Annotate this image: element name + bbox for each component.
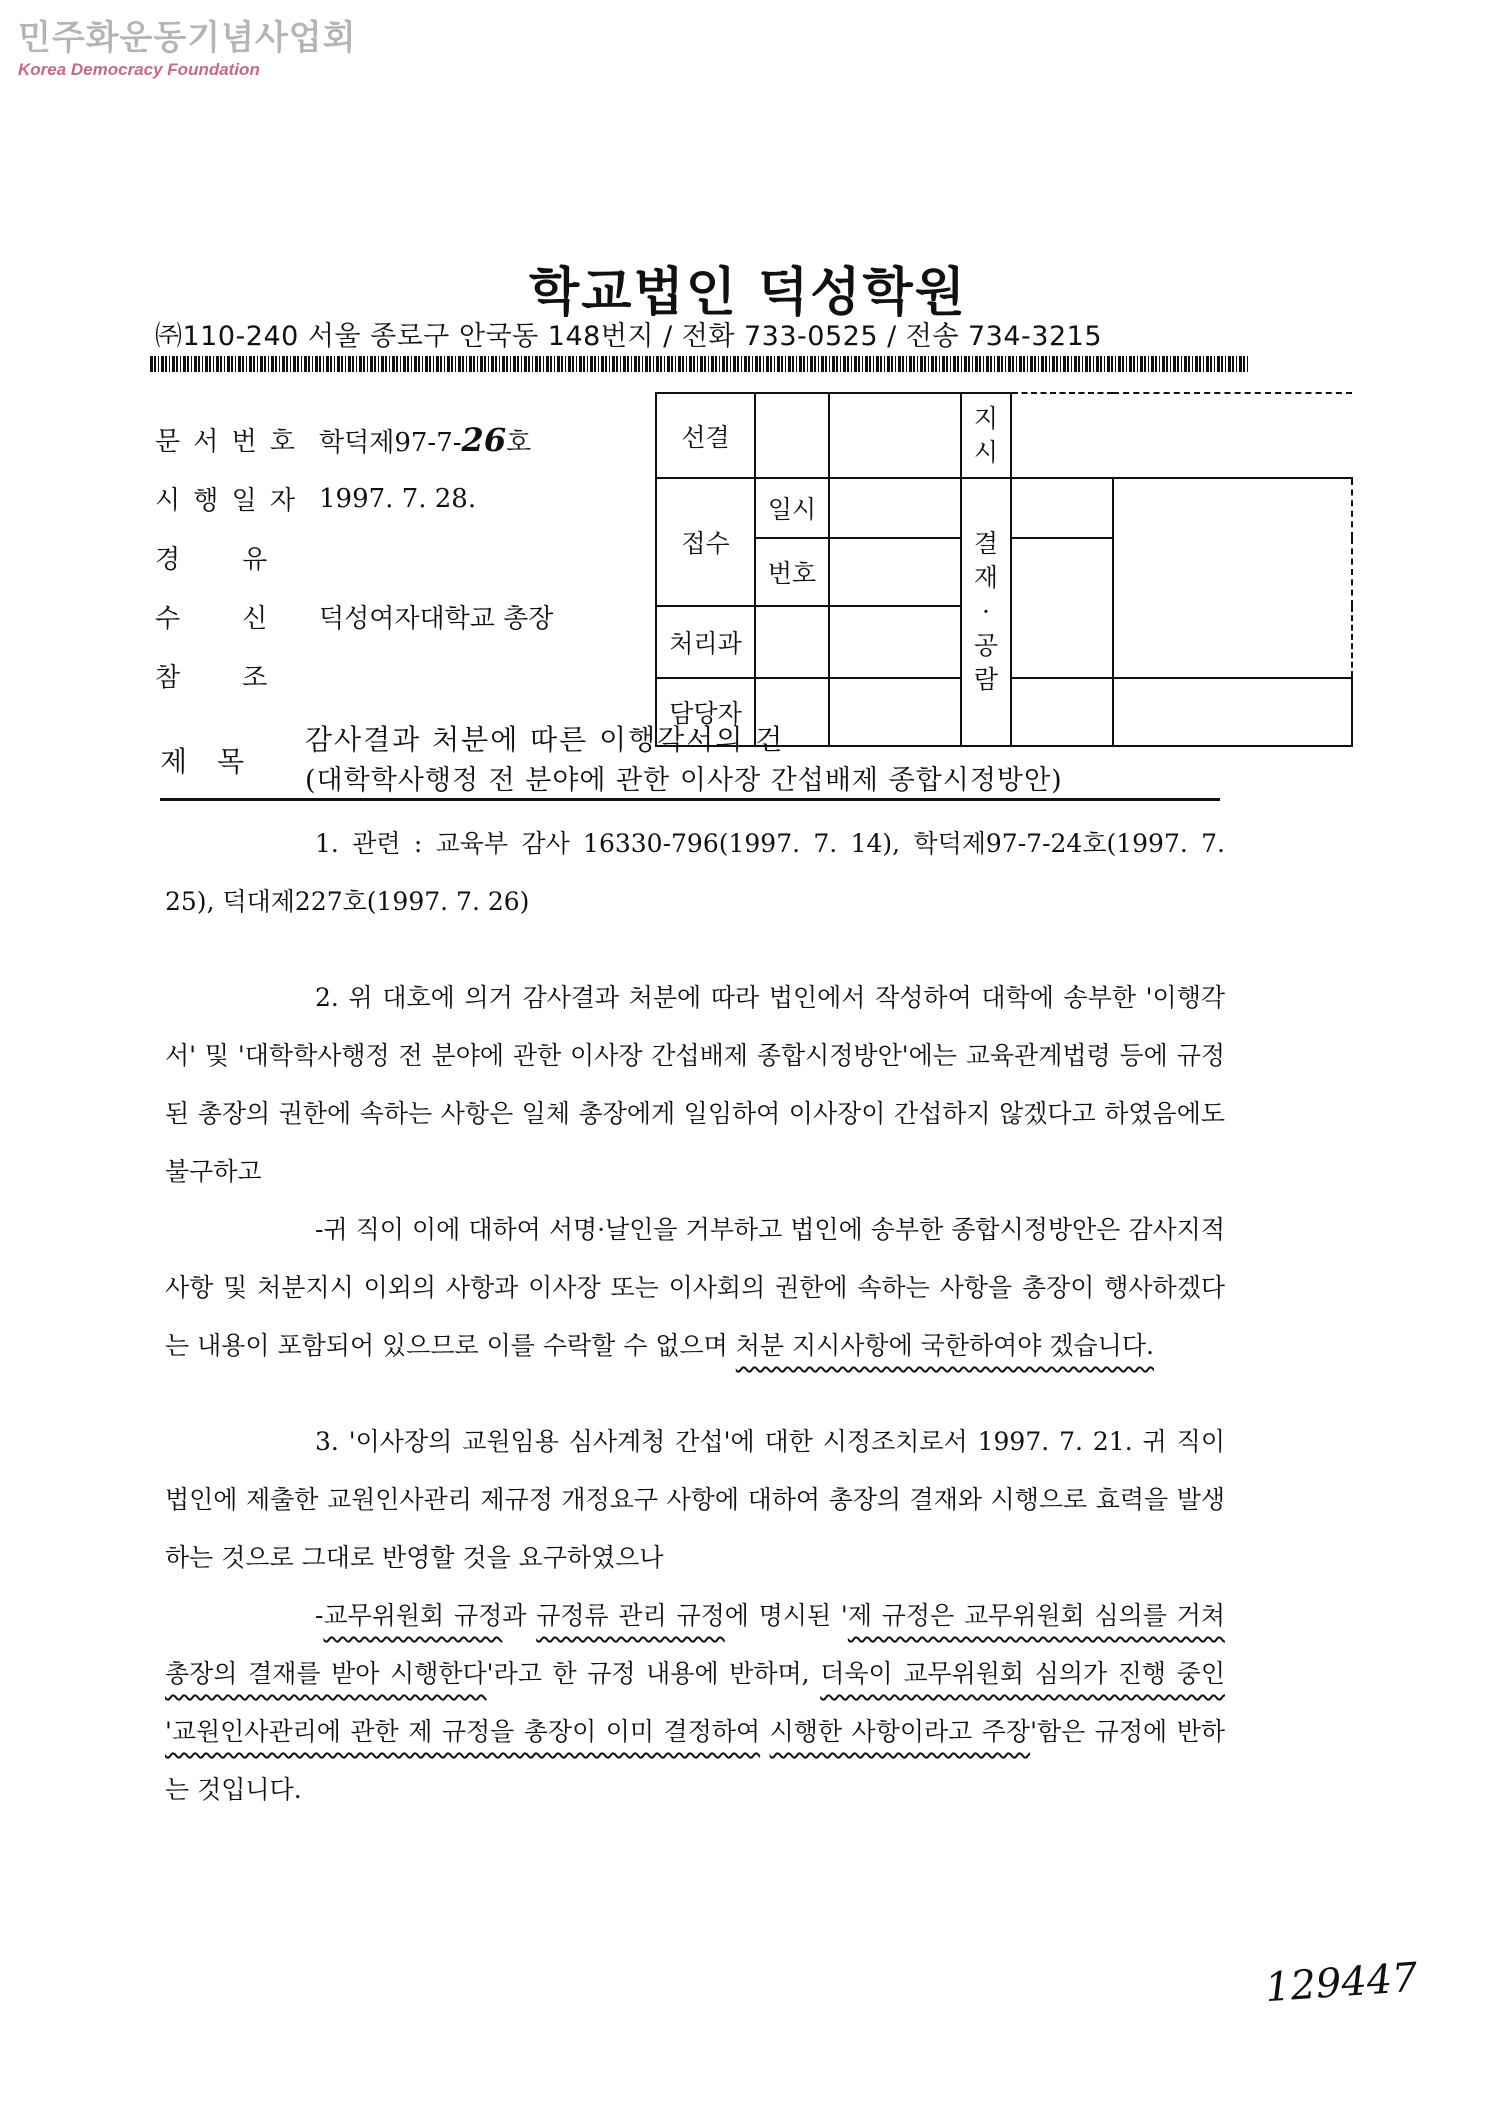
underlined-text: 교무위원회 규정 [323,1601,503,1630]
underlined-text: 제 규정은 교무위원회 심의를 거쳐 총장의 결재를 받아 시행한다 [165,1601,1225,1688]
paragraph-text: - [315,1601,324,1630]
paragraph-text: 에 명시된 ' [724,1601,848,1630]
paragraph-3-sub [165,1587,1225,1819]
meta-row [155,528,553,587]
approval-cell [755,393,829,478]
approval-label-gyeoljae [961,478,1011,746]
meta-value: 덕성여자대학교 총장 [319,604,554,634]
document-body [165,815,1225,1819]
approval-label-beonho: 번호 [755,538,829,606]
approval-gyeoljae-text: 결 재 · 공 람 [973,529,999,694]
meta-label: 문 서 번 호 [155,427,295,457]
meta-label: 참 조 [155,663,268,693]
subject-label: 제목 [160,745,275,778]
approval-cell [829,478,961,538]
underlined-text: 시행한 사항이라고 주장 [769,1717,1031,1746]
approval-cell [1113,478,1352,678]
approval-cell [1113,678,1352,746]
approval-label-damdangja: 담당자 [656,678,755,746]
paragraph-text: '라고 한 규정 내용에 반하며, [486,1659,821,1688]
paragraph-2-sub-text: -귀 직이 이에 대하여 서명·날인을 거부하고 법인에 송부한 종합시정방안은 감사지적사항 및 처분지시 이외의 사항과 이사장 또는 이사회의 권한에 속하는 사항을 총장이 행사하겠다는 내용이 포함되어 있으므로 이를 수락할 수 없으며 [165,1215,1225,1360]
meta-row [155,587,553,646]
approval-cell [1011,393,1352,478]
handwritten-doc-number: 129447 [1263,1954,1420,2012]
meta-row [155,469,553,528]
meta-label: 수 신 [155,604,268,634]
meta-label: 시 행 일 자 [155,486,295,516]
paragraph-3: 3. '이사장의 교원임용 심사계청 간섭'에 대한 시정조치로서 1997. 7. 21. 귀 직이 법인에 제출한 교원인사관리 제규정 개정요구 사항에 대하여 총장의 결재와 시행으로 효력을 발생하는 것으로 그대로 반영할 것을 요구하였으나 [165,1427,1225,1572]
subject-main: 감사결과 처분에 따른 이행각서의 건 [305,723,785,756]
paragraph-2-sub [165,1201,1225,1375]
watermark [18,18,356,80]
approval-cell [1011,478,1113,538]
approval-box [655,392,1353,747]
subject-divider [160,798,1220,801]
decorative-barcode-strip [150,356,1250,372]
approval-cell [755,606,829,678]
approval-label-jisi [961,393,1011,478]
paragraph-text: '함은 규정에 반하는 것입니다. [165,1717,1225,1804]
approval-label-jeopsu: 접수 [656,478,755,606]
underlined-text: 처분 지시사항에 국한하여야 겠습니다. [735,1331,1154,1360]
approval-cell [1011,538,1113,678]
organization-title: 학교법인 덕성학원 [529,263,967,323]
approval-cell [829,538,961,606]
meta-label: 경 유 [155,545,268,575]
watermark-english: Korea Democracy Foundation [18,60,260,79]
meta-row [155,410,553,469]
approval-cell [829,606,961,678]
paragraph-1: 1. 관련 : 교육부 감사 16330-796(1997. 7. 14), 학덕제97-7-24호(1997. 7. 25), 덕대제227호(1997. 7. 26) [165,829,1225,916]
approval-label-seongyeol: 선결 [656,393,755,478]
meta-value: 1997. 7. 28. [319,483,477,514]
document-meta [155,410,553,705]
approval-cell [829,393,961,478]
meta-row [155,646,553,705]
paragraph-text: 과 [502,1601,537,1630]
organization-address: ㈜110-240 서울 종로구 안국동 148번지 / 전화 733-0525 / 전송 734-3215 [155,321,1102,352]
underlined-text: 규정류 관리 규정 [536,1601,725,1630]
meta-value: 학덕제97-7-26호 [319,420,532,459]
approval-jisi-text: 지 시 [973,403,999,467]
approval-cell [1011,678,1113,746]
paragraph-2: 2. 위 대호에 의거 감사결과 처분에 따라 법인에서 작성하여 대학에 송부한 '이행각서' 및 '대학학사행정 전 분야에 관한 이사장 간섭배제 종합시정방안'에는 교육관계법령 등에 규정된 총장의 권한에 속하는 사항은 일체 총장에게 일임하여 이사장이 간섭하지 않겠다고 하였음에도 불구하고 [165,983,1225,1186]
underlined-text: 더욱이 교무위원회 심의가 진행 중인 '교원인사관리에 관한 제 규정을 총장이 이미 결정하여 [165,1659,1225,1746]
paragraph-text [760,1717,770,1746]
approval-label-cheorigwa: 처리과 [656,606,755,678]
approval-label-ilsi: 일시 [755,478,829,538]
approval-cell [829,678,961,746]
subject-sub: (대학학사행정 전 분야에 관한 이사장 간섭배제 종합시정방안) [305,765,1063,796]
watermark-korean: 민주화운동기념사업회 [18,18,357,58]
